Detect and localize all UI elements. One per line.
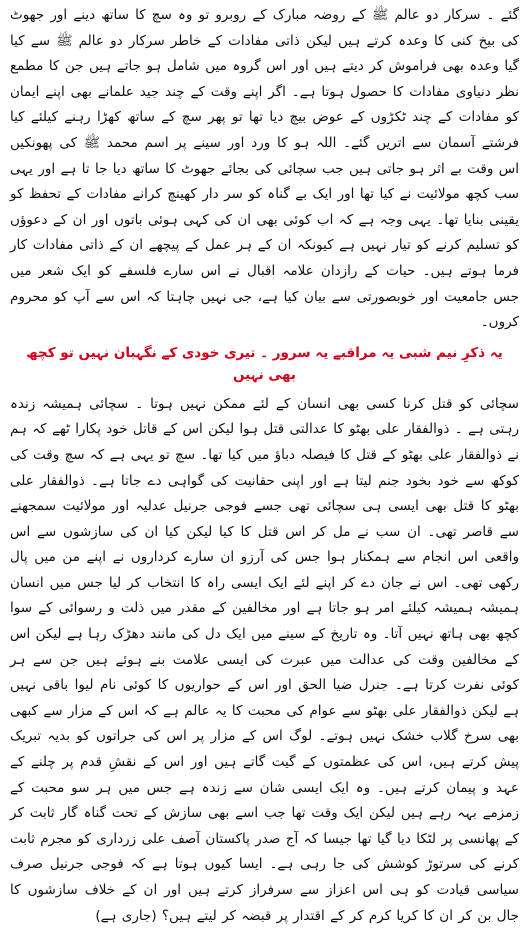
article-paragraph-1: گئے ۔ سرکار دو عالم ﷺ کے روضہ مبارک کے روبرو تو وہ سچ کا ساتھ دینے اور جھوٹ کی بیخ کنی کا وعدہ کرتے ہیں لیکن ذاتی مفادات کے خاطر سرکار دو عالم ﷺ سے کیا گیا وعدہ بھی فراموش کر دیتے ہیں اور اس گروہ میں شامل ہو جاتے ہیں جن کا مطمع نظر دنیاوی مفادات کا حصول ہوتا ہے۔ اگر اپنے وقت کے چند جید علمانے بھی اپنے ایمان کو مفادات کے چند ٹکڑوں کے عوض بیچ دیا تھا تو پھر سچ کے ساتھ کھڑا رہنے کیلئے کیا فرشتے آسمان سے اتریں گئے۔ اللہ ہو کا ورد اور سینے پر اسم محمد ﷺ کی پھونکیں اس وقت بے اثر ہو جاتی ہیں جب سچائی کی بجائے جھوٹ کا ساتھ دیا جا تا ہے اور یہی سب کچھ مولائیت نے کیا تھا اور ایک بے گناہ کو سر دار کھینچ کرانے مفادات کے تحفظ کو یقینی بنایا تھا۔ یہی وجہ ہے کہ اب کوئی بھی ان کی کہی ہوئی باتوں اور ان کے دعوؤں کو تسلیم کرنے کو تیار نہیں ہے کیونکہ ان کے ہر عمل کے پیچھے ان کے ذاتی مفادات کار فرما ہوتے ہیں۔ حیات کے رازدان علامہ اقبال نے اس سارے فلسفے کو ایک شعر میں جس جامعیت اور خوبصورتی سے بیان کیا ہے، جی نہیں چاہتا کہ اس سے آپ کو محروم کروں۔ xyxy=(10,7,519,331)
article-paragraph-2: سچائی کو قتل کرنا کسی بھی انسان کے لئے ممکن نہیں ہوتا ۔ سچائی ہمیشہ زندہ رہتی ہے ۔ ذوالفقار علی بھٹو کا عدالتی قتل ہوا لیکن اس کے قاتل خود پکارا ٹھے کہ ہم نے ذوالفقار علی بھٹو کے قتل کا فیصلہ دباؤ میں کیا تھا۔ سچ تو یہی ہے کہ سچ وقت کی کوکھ سے خود بخود جنم لیتا ہے اور اپنی حقانیت کی گواہی دے جاتا ہے۔ ذوالفقار علی بھٹو کا قتل بھی ایسی ہی سچائی تھی جسے فوجی جرنیل عدلیہ اور مولائیت سمجھنے سے قاصر تھی۔ ان سب نے مل کر اس قتل کا کیا لیکن کیا ان کی سازشوں سے اس واقعی اس انجام سے ہمکنار ہوا جس کی آرزو ان سارے کرداروں نے اپنے من میں پال رکھی تھی۔ اس نے جان دے کر اپنے لئے ایک ایسی راہ کا انتخاب کر لیا جس میں انسان ہمیشہ ہمیشہ کیلئے امر ہو جاتا ہے اور مخالفین کے مقدر میں ذلت و رسوائی کے سوا کچھ بھی ہاتھ نہیں آتا۔ وہ تاریخ کے سینے میں ایک دل کی مانند دھڑک رہا ہے لیکن اس کے مخالفین وقت کی عدالت میں عبرت کی ایسی علامت بنے ہوئے ہیں جن سے ہر کوئی نفرت کرتا ہے۔ جنرل ضیا الحق اور اس کے حواریوں کا کوئی نام لیوا باقی نہیں ہے لیکن ذوالفقار علی بھٹو سے عوام کی محبت کا یہ عالم ہے کہ اس کے مزار سے کبھی بھی سرخ گلاب خشک نہیں ہوتے۔ لوگ اس کے مزار پر اس کی جراتوں کو بدیہ تبریک پیش کرتے ہیں، اس کی عظمتوں کے گیت گاتے ہیں اور اس کے نقشِ قدم پر چلنے کے عہد و پیمان کرتے ہیں۔ وہ ایک ایسی شان سے زندہ ہے جس میں ہر سو محبت کے زمزمے بہہ رہے ہیں لیکن ایک وقت تھا جب اسے بھی سازش کے تحت گناہ گار ثابت کر کے پھانسی پر لٹکا دیا گیا تھا جیسا کہ آج صدر پاکستان آصف علی زرداری کو مجرم ثابت کرنے کی سرتوڑ کوشش کی جا رہی ہے۔ ایسا کیوں ہوتا ہے کہ فوجی جرنیل صرف سیاسی قیادت کو ہی اس اعزاز سے سرفراز کرتے ہیں اور ان کے خلاف سازشوں کا جال بن کر ان کا کریا کرم کر کے اقتدار پر قبضہ کر لیتے ہیں؟ (جاری ہے) xyxy=(10,395,519,924)
iqbal-couplet: یہ ذکرِ نیم شبی یہ مراقبے یہ سرور ۔ تیری خودی کے نگہبان نہیں تو کچھ بھی نہیں xyxy=(26,344,503,383)
